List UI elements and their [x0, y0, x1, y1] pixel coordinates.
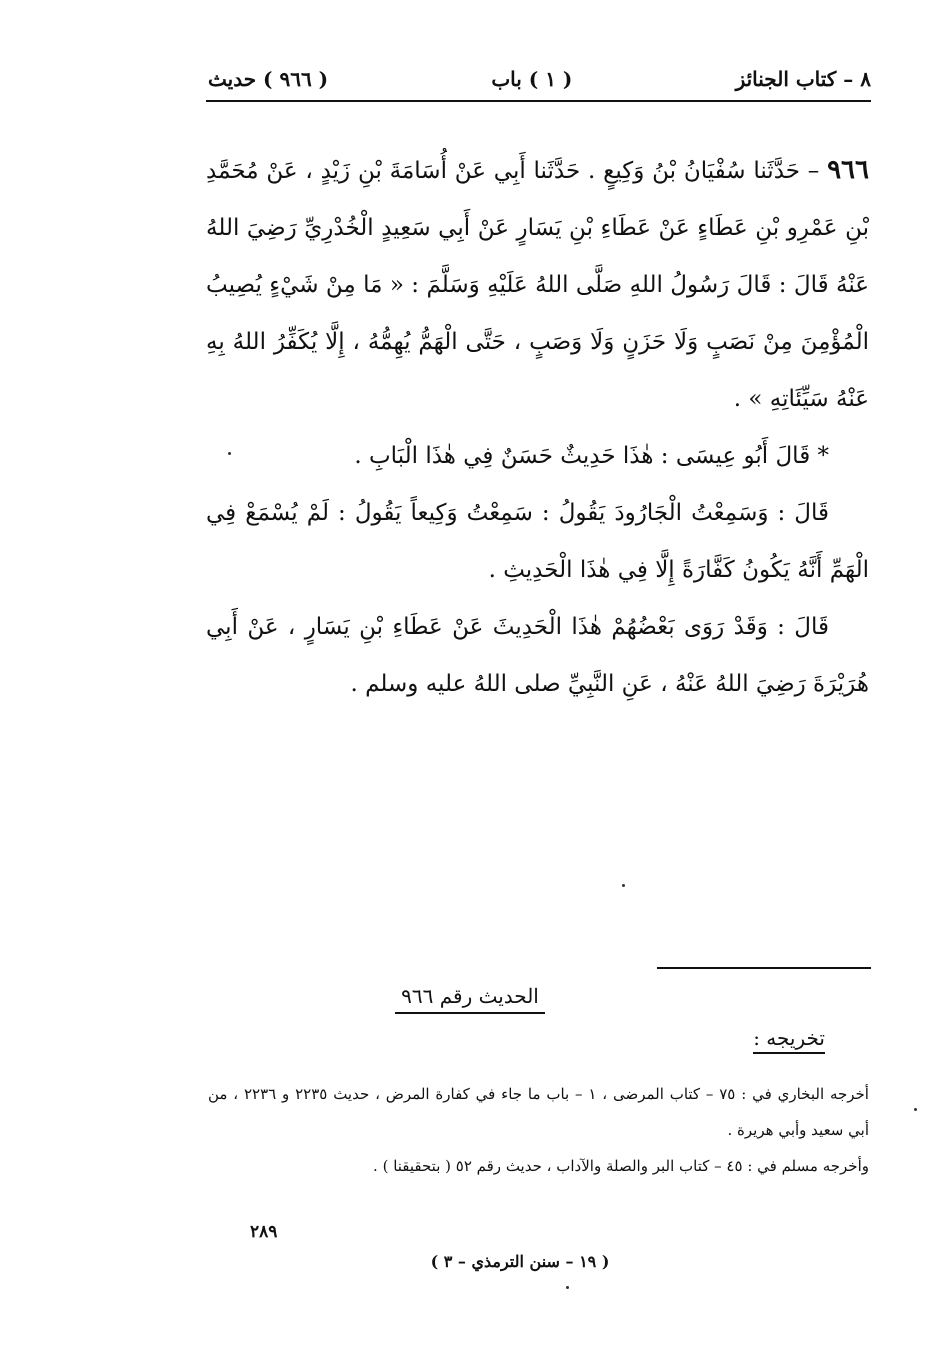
hadith-paragraph: [206, 142, 869, 428]
footnote-subheading: تخريجه :: [753, 1026, 825, 1054]
alternate-chain-comment: قَالَ : وَقَدْ رَوَى بَعْضُهُمْ هٰذَا الْحَدِيثَ عَنْ عَطَاءِ بْنِ يَسَارٍ ، عَنْ أَبِي هُرَيْرَةَ رَضِيَ اللهُ عَنْهُ ، عَنِ النَّبِيِّ صلى اللهُ عليه وسلم .: [206, 614, 869, 697]
hadith-number: ٩٦٦: [827, 155, 869, 185]
footnote-bukhari: أخرجه البخاري في : ٧٥ – كتاب المرضى ، ١ – باب ما جاء في كفارة المرض ، حديث ٢٢٣٥ و ٢٢٣٦ ، من أبي سعيد وأبي هريرة .: [208, 1085, 869, 1139]
hadith-text: – حَدَّثَنا سُفْيَانُ بْنُ وَكِيعٍ . حَدَّثَنا أَبِي عَنْ أُسَامَةَ بْنِ زَيْدٍ ، عَنْ مُحَمَّدِ بْنِ عَمْرِو بْنِ عَطَاءٍ عَنْ عَطَاءِ بْنِ يَسَارٍ عَنْ أَبِي سَعِيدٍ الْخُدْرِيِّ رَضِيَ اللهُ عَنْهُ قَالَ : قَالَ رَسُولُ اللهِ صَلَّى اللهُ عَلَيْهِ وَسَلَّمَ : « مَا مِنْ شَيْءٍ يُصِيبُ الْمُؤْمِنَ مِنْ نَصَبٍ وَلَا حَزَنٍ وَلَا وَصَبٍ ، حَتَّى الْهَمُّ يُهِمُّهُ ، إِلَّا يُكَفِّرُ اللهُ بِهِ عَنْهُ سَيِّئَاتِهِ » .: [206, 158, 870, 412]
footnote-muslim: وأخرجه مسلم في : ٤٥ – كتاب البر والصلة والآداب ، حديث رقم ٥٢ ( بتحقيقنا ) .: [373, 1157, 869, 1175]
chapter-title: ٨ – كتاب الجنائز: [735, 67, 871, 91]
abu-isa-comment: * قَالَ أَبُو عِيسَى : هٰذَا حَدِيثٌ حَسَنٌ فِي هٰذَا الْبَابِ .: [354, 443, 829, 469]
footnote-body: [208, 1076, 869, 1184]
header-rule: [206, 100, 871, 102]
hadith-count: ( ٩٦٦ ) حديث: [208, 67, 329, 91]
footnote-rule: [657, 967, 871, 969]
printer-signature: ( ١٩ – سنن الترمذي – ٣ ): [430, 1252, 610, 1271]
page-number: ٢٨٩: [250, 1222, 278, 1242]
running-head: [208, 62, 871, 96]
scan-speck: [228, 452, 231, 455]
jarud-comment: قَالَ : وَسَمِعْتُ الْجَارُودَ يَقُولُ : سَمِعْتُ وَكِيعاً يَقُولُ : لَمْ يُسْمَعْ فِي الْهَمِّ أَنَّهُ يَكُونُ كَفَّارَةً إِلَّا فِي هٰذَا الْحَدِيثِ .: [206, 500, 869, 583]
bab-title: ( ١ ) باب: [491, 67, 573, 91]
footnote-heading: الحديث رقم ٩٦٦: [300, 984, 640, 1014]
scan-speck: [566, 1286, 569, 1289]
scan-speck: [622, 884, 625, 887]
scan-speck: [914, 1108, 917, 1111]
main-text: [206, 142, 869, 713]
